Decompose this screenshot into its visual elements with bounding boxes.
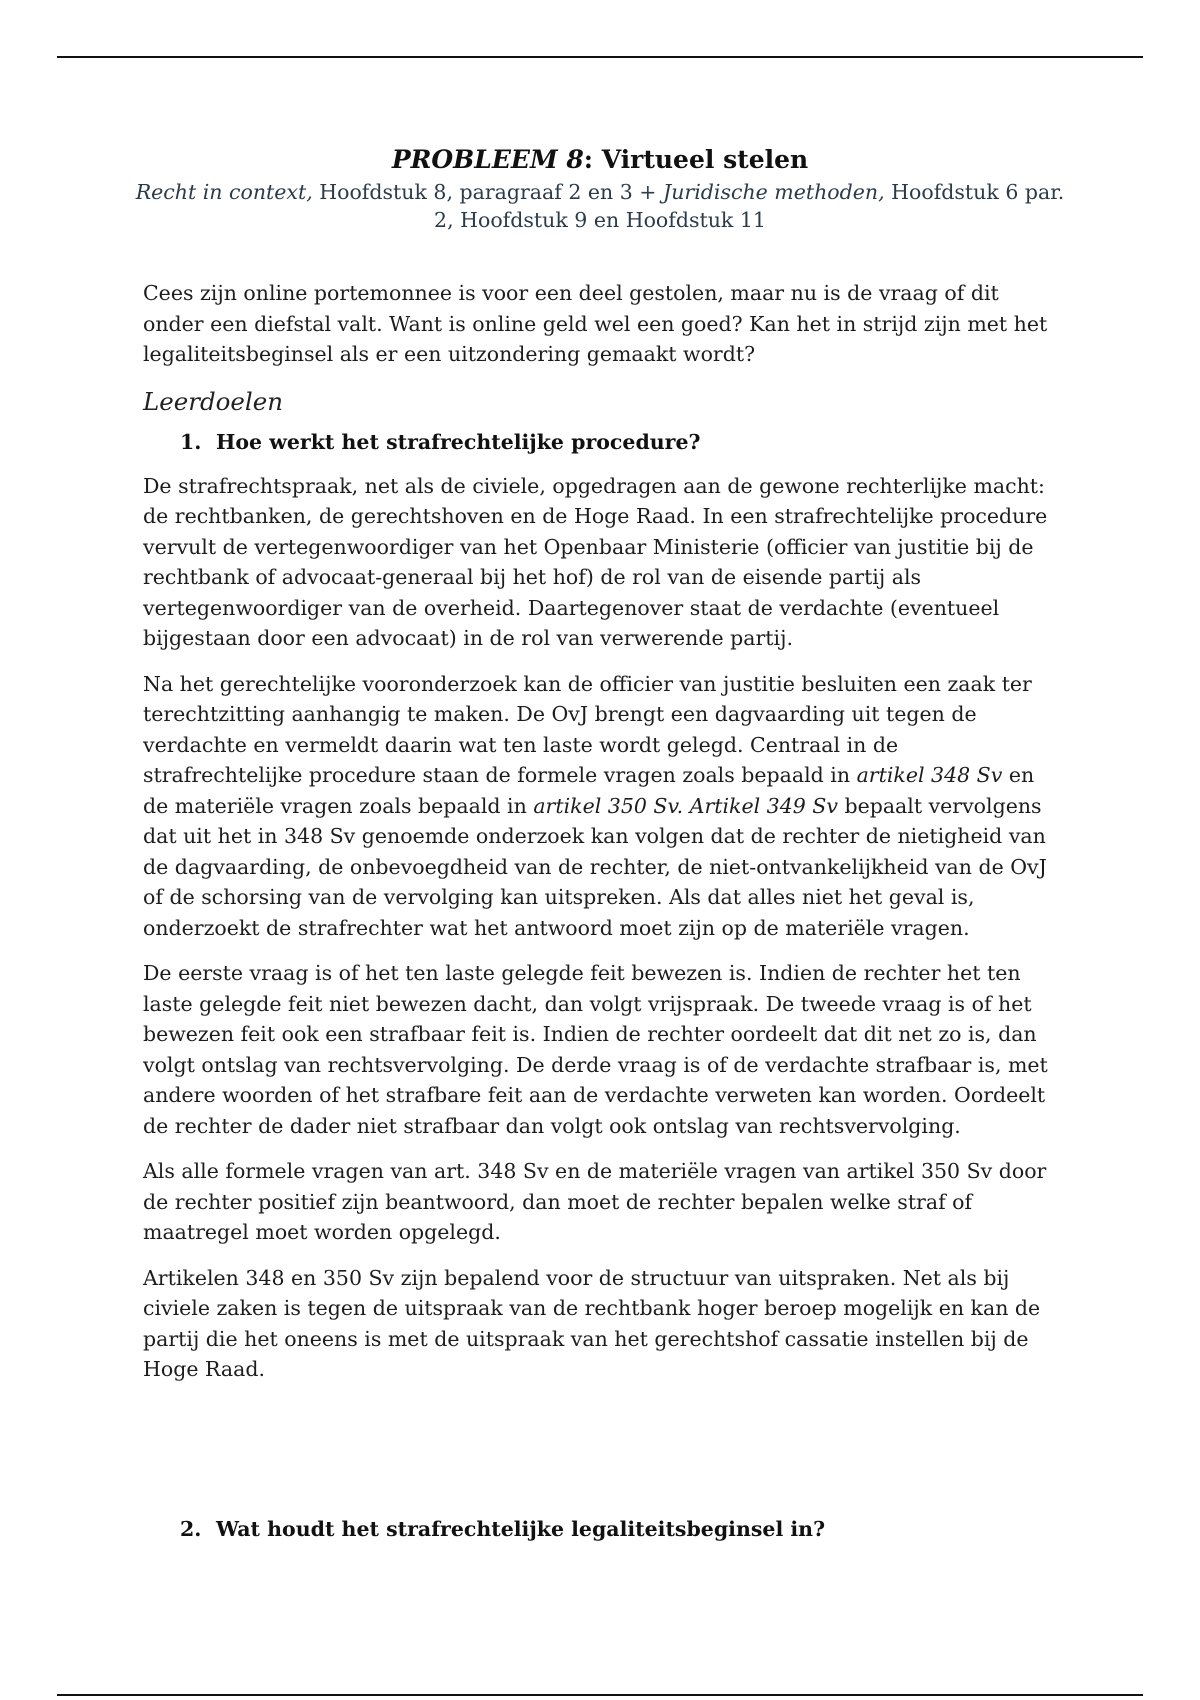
subtitle-text-2: Hoofdstuk 6 par.: [884, 180, 1065, 204]
article-348-ref: artikel 348 Sv: [856, 763, 1003, 787]
question-1-text: Hoe werkt het strafrechtelijke procedure?: [216, 429, 701, 454]
paragraph-1: De strafrechtspraak, net als de civiele, opgedragen aan de gewone rechterlijke macht: de rechtbanken, de gerechtshoven en de Hoge Raad. In een strafrechtelijke procedure vervult de vertegenwoordiger van het Openbaar Ministerie (officier van justitie bij de rechtbank of advocaat-generaal bij het hof) de rol van de eisende partij als vertegenwoordiger van de overheid. Daartegenover staat de verdachte (eventueel bijgestaan door een advocaat) in de rol van verwerende partij.: [143, 473, 1048, 650]
paragraph-2: [143, 669, 1063, 944]
question-1: [143, 427, 1063, 457]
paragraph-5: Artikelen 348 en 350 Sv zijn bepalend voor de structuur van uitspraken. Net als bij civiele zaken is tegen de uitspraak van de rechtbank hoger beroep mogelijk en kan de partij die het oneens is met de uitspraak van het gerechtshof cassatie instellen bij de Hoge Raad.: [143, 1265, 1041, 1381]
subtitle: [100, 178, 1100, 206]
subtitle-book-1: Recht in context,: [135, 180, 313, 204]
paragraph-2-part-b: en de materiële vragen zoals bepaald in: [143, 763, 1035, 818]
section-heading: Leerdoelen: [143, 386, 284, 416]
intro-paragraph: Cees zijn online portemonnee is voor een deel gestolen, maar nu is de vraag of dit onder een diefstal valt. Want is online geld wel een goed? Kan het in strijd zijn met het legaliteitsbeginsel als er een uitzondering gemaakt wordt?: [143, 281, 1048, 366]
title-block: [100, 142, 1100, 234]
question-2-text: Wat houdt het strafrechtelijke legaliteitsbeginsel in?: [216, 1517, 826, 1541]
document-body: [143, 278, 1063, 1400]
title-separator: :: [583, 145, 602, 174]
top-rule: [57, 56, 1143, 58]
question-2: [143, 1514, 1100, 1544]
paragraph-4: Als alle formele vragen van art. 348 Sv en de materiële vragen van artikel 350 Sv door de rechter positief zijn beantwoord, dan moet de rechter bepalen welke straf of maatregel moet worden opgelegd.: [143, 1159, 1047, 1244]
question-2-number: 2.: [180, 1517, 202, 1541]
page-title: [100, 142, 1100, 178]
paragraph-3: De eerste vraag is of het ten laste gelegde feit bewezen is. Indien de rechter het ten laste gelegde feit niet bewezen dacht, dan volgt vrijspraak. De tweede vraag is of het bewezen feit ook een strafbaar feit is. Indien de rechter oordeelt dat dit net zo is, dan volgt ontslag van rechtsvervolging. De derde vraag is of de verdachte strafbaar is, met andere woorden of het strafbare feit aan de verdachte verweten kan worden. Oordeelt de rechter de dader niet strafbaar dan volgt ook ontslag van rechtsvervolging.: [143, 961, 1048, 1138]
article-350-349-ref: artikel 350 Sv. Artikel 349 Sv: [533, 793, 838, 818]
subtitle-book-2: Juridische methoden,: [662, 180, 885, 204]
subtitle-text-1: Hoofdstuk 8, paragraaf 2 en 3 +: [312, 180, 663, 204]
title-name: Virtueel stelen: [601, 145, 809, 174]
paragraph-2-part-c: bepaalt vervolgens dat uit het in 348 Sv genoemde onderzoek kan volgen dat de rechter de nietigheid van de dagvaarding, de onbevoegdheid van de rechter, de niet-ontvankelijkheid van de OvJ of de schorsing van de vervolging kan uitspreken. Als dat alles niet het geval is, onderzoekt de strafrechter wat het antwoord moet zijn op de materiële vragen.: [143, 793, 1047, 940]
subtitle-line-2: 2, Hoofdstuk 9 en Hoofdstuk 11: [434, 208, 766, 232]
title-label: PROBLEEM 8: [391, 145, 584, 174]
paragraph-2-part-a: Na het gerechtelijke vooronderzoek kan de officier van justitie besluiten een zaak ter terechtzitting aanhangig te maken. De OvJ brengt een dagvaarding uit tegen de verdachte en vermeldt daarin wat ten laste wordt gelegd. Centraal in de strafrechtelijke procedure staan de formele vragen zoals bepaald in: [143, 671, 1032, 787]
bottom-rule: [57, 1694, 1143, 1696]
question-1-number: 1.: [180, 429, 202, 454]
